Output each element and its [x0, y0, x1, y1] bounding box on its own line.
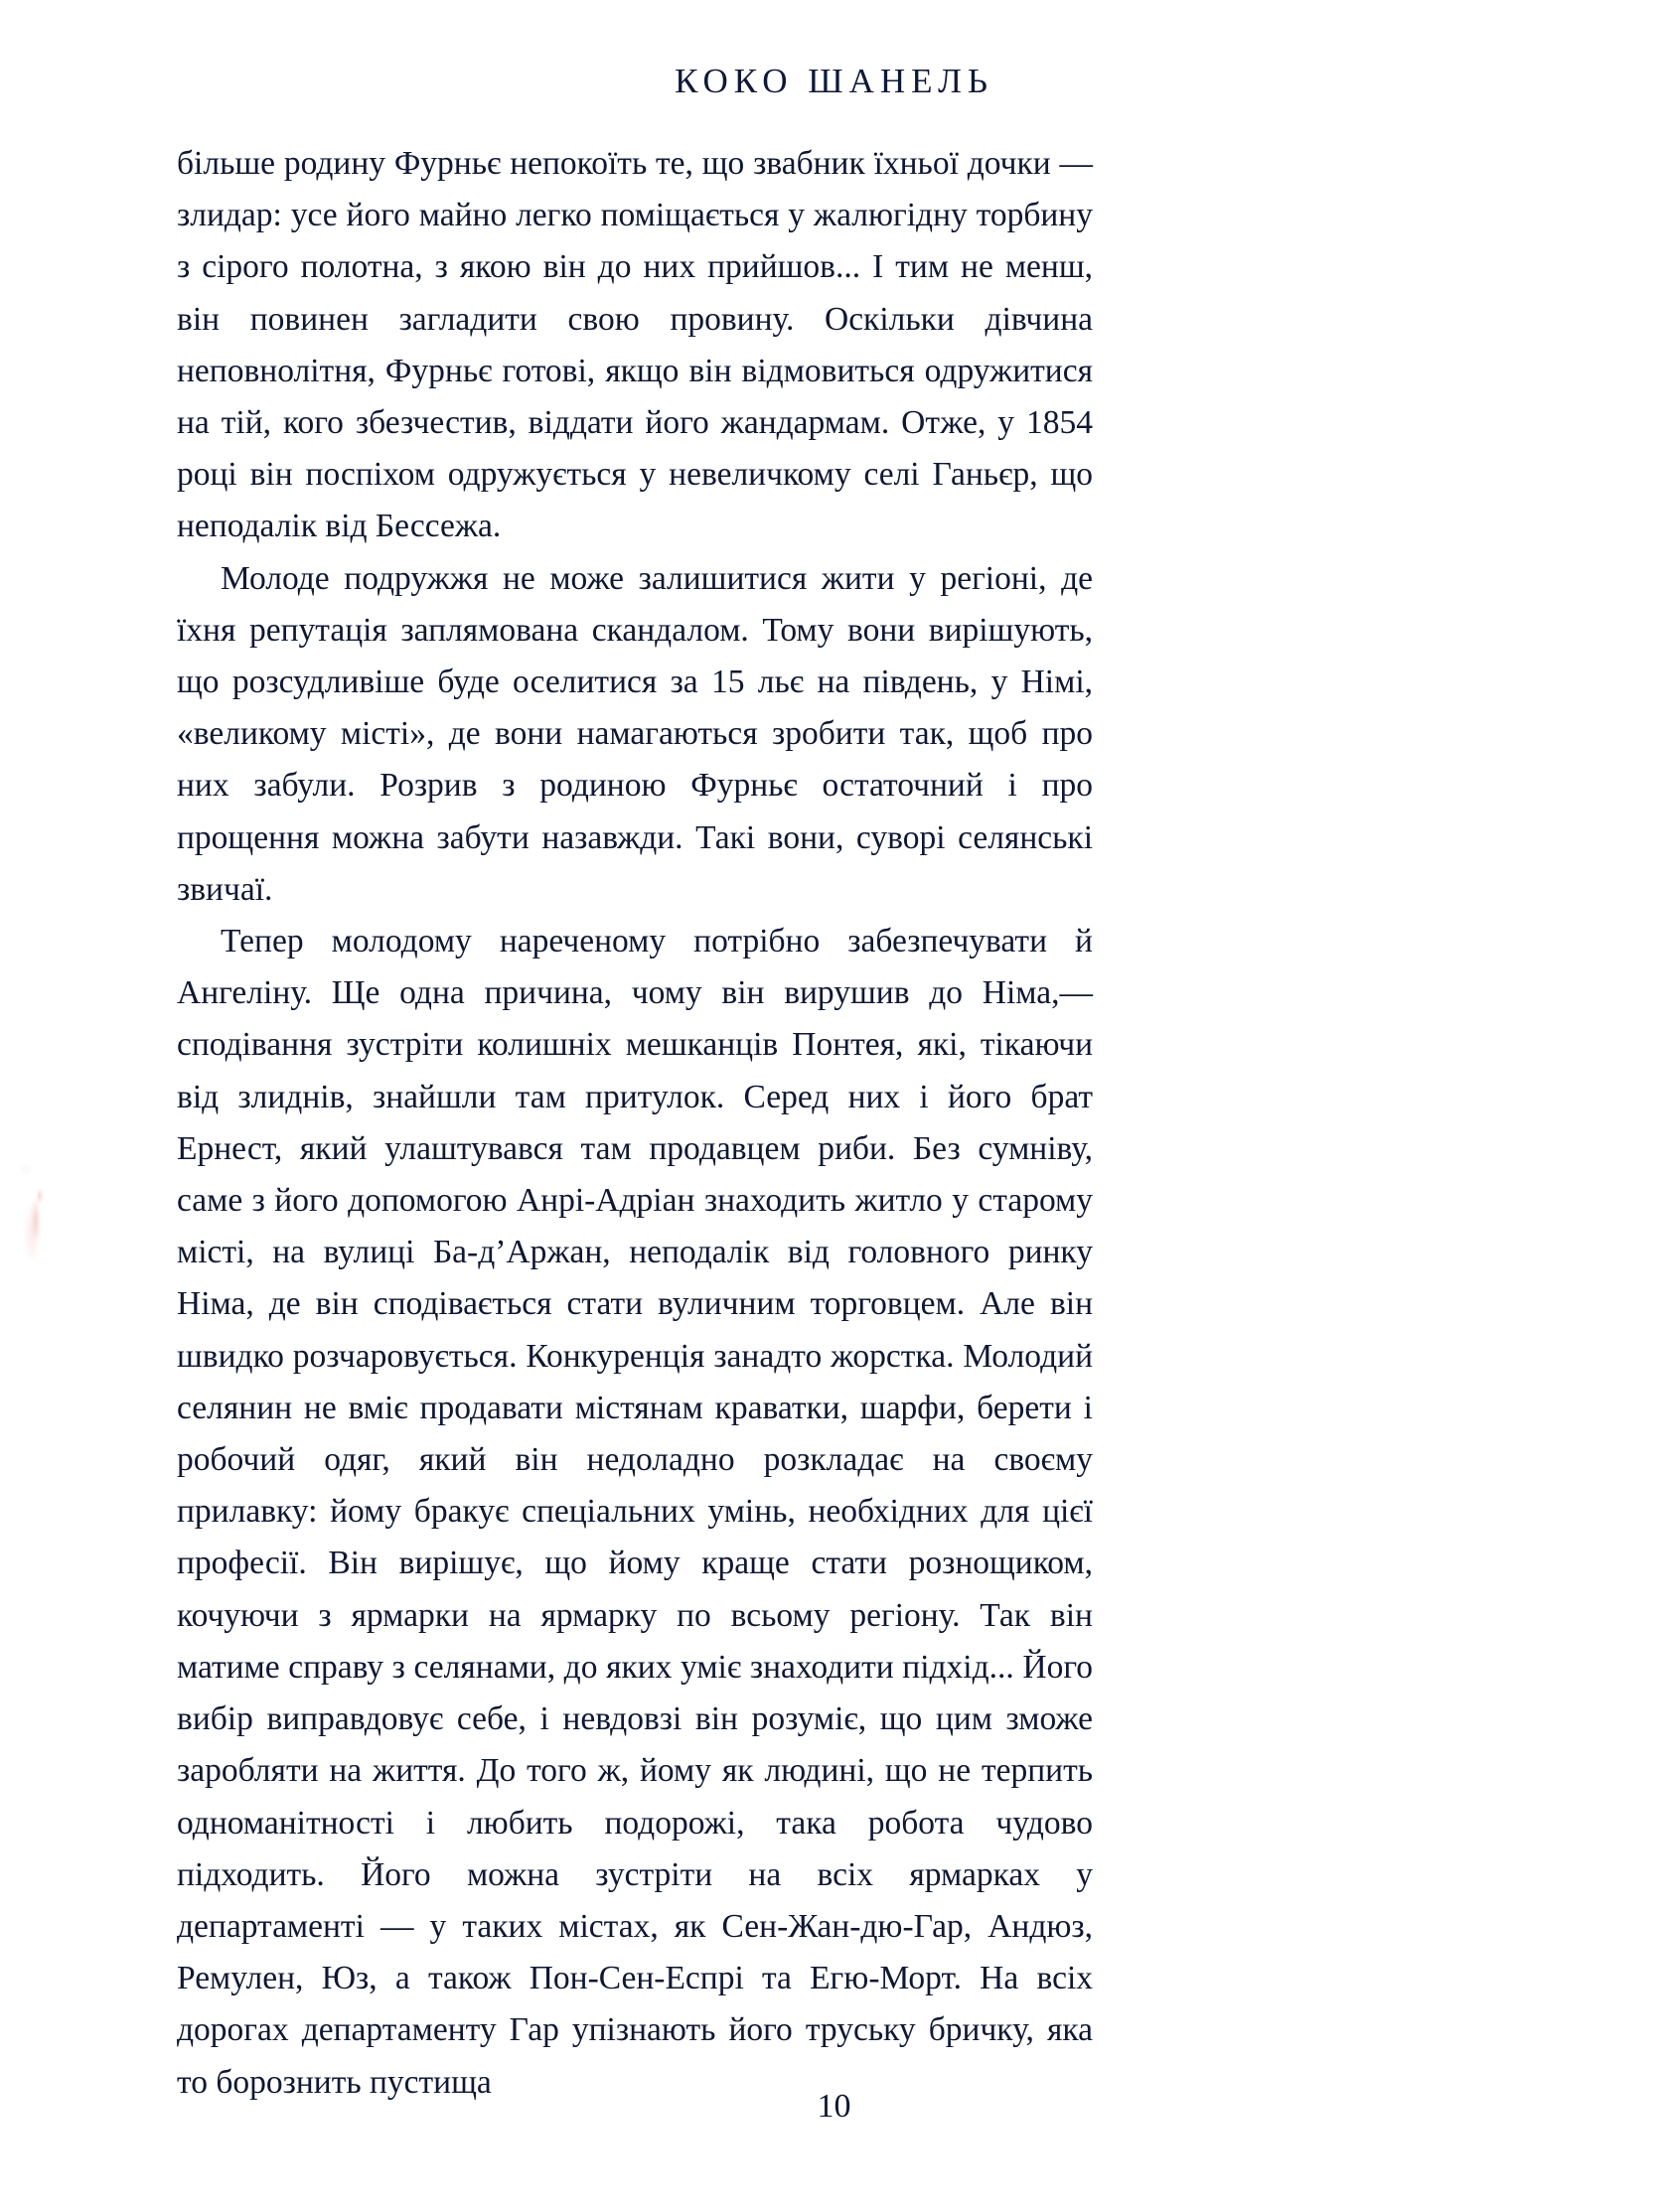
scan-artifact-smudge [14, 1152, 60, 1286]
paragraph-1: більше родину Фурньє непокоїть те, що звабник їхньої дочки — злидар: усе його майно легко поміщається у жалюгідну торбину з сірого полотна, з якою він до них прийшов... І тим не менш, він повинен загладити свою провину. Оскільки дівчина неповнолітня, Фурньє готові, якщо він відмовиться одружитися на тій, кого збезчестив, віддати його жандармам. Отже, у 1854 році він поспіхом одружується у невеличкому селі Ганьєр, що неподалік від Бессежа. [177, 145, 1093, 545]
running-head: КОКО ШАНЕЛЬ [675, 62, 993, 100]
paragraph-3: Тепер молодому нареченому потрібно забезпечувати й Ангеліну. Ще одна причина, чому він вирушив до Німа,— сподівання зустріти колишніх мешканців Понтея, які, тікаючи від злиднів, знайшли там притулок. Серед них і його брат Ернест, який улаштувався там продавцем риби. Без сумніву, саме з його допомогою Анрі-Адріан знаходить житло у старому місті, на вулиці Ба-д’Аржан, неподалік від головного ринку Німа, де він сподівається стати вуличним торговцем. Але він швидко розчаровується. Конкуренція занадто жорстка. Молодий селянин не вміє продавати містянам краватки, шарфи, берети і робочий одяг, який він недоладно розкладає на своєму прилавку: йому бракує спеціальних умінь, необхідних для цієї професії. Він вирішує, що йому краще стати рознощиком, кочуючи з ярмарки на ярмарку по всьому регіону. Так він матиме справу з селянами, до яких уміє знаходити підхід... Його вибір виправдовує себе, і невдовзі він розуміє, що цим зможе заробляти на життя. До того ж, йому як людині, що не терпить одноманітності і любить подорожі, така робота чудово підходить. Його можна зустріти на всіх ярмарках у департаменті — у таких містах, як Сен-Жан-дю-Гар, Андюз, Ремулен, Юз, а також Пон-Сен-Еспрі та Егю-Морт. На всіх дорогах департаменту Гар упізнають його труську бричку, яка то борознить пустища [177, 923, 1093, 2101]
page-number: 10 [817, 2088, 851, 2125]
body-text-block [177, 138, 1093, 2109]
paragraph-2: Молоде подружжя не може залишитися жити у регіоні, де їхня репутація заплямована скандалом. Тому вони вирішують, що розсудливіше буде оселитися за 15 льє на південь, у Німі, «великому місті», де вони намагаються зробити так, щоб про них забули. Розрив з родиною Фурньє остаточний і про прощення можна забути назавжди. Такі вони, суворі селянські звичаї. [177, 559, 1093, 908]
